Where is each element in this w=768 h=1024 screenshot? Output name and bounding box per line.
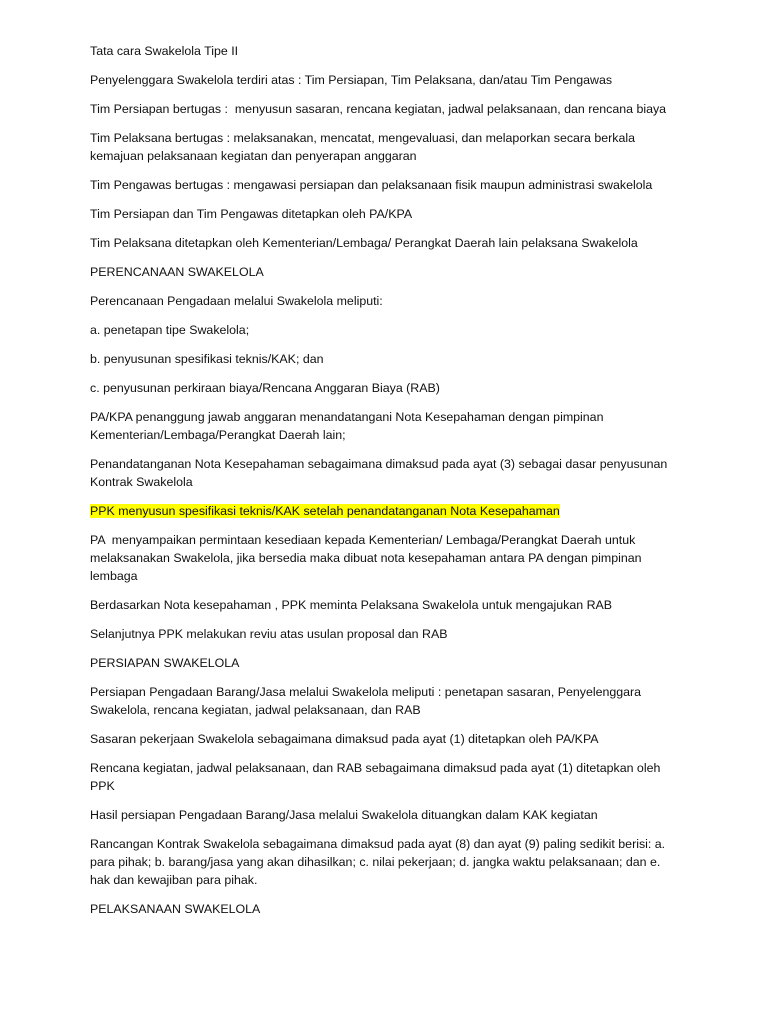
paragraph: Hasil persiapan Pengadaan Barang/Jasa melalui Swakelola dituangkan dalam KAK kegiatan (90, 808, 598, 822)
paragraph: Tim Persiapan bertugas : menyusun sasaran, rencana kegiatan, jadwal pelaksanaan, dan rencana biaya (90, 102, 667, 116)
paragraph: Selanjutnya PPK melakukan reviu atas usulan proposal dan RAB (90, 627, 448, 641)
list-item: b. penyusunan spesifikasi teknis/KAK; dan (90, 352, 324, 366)
paragraph: Persiapan Pengadaan Barang/Jasa melalui Swakelola meliputi : penetapan sasaran, Penyelenggara Swakelola, rencana kegiatan, jadwal pelaksanaan, dan RAB (90, 685, 642, 717)
paragraph: Tim Pengawas bertugas : mengawasi persiapan dan pelaksanaan fisik maupun administrasi swakelola (90, 178, 653, 192)
paragraph: Sasaran pekerjaan Swakelola sebagaimana dimaksud pada ayat (1) ditetapkan oleh PA/KPA (90, 732, 599, 746)
paragraph: Tim Pelaksana bertugas : melaksanakan, mencatat, mengevaluasi, dan melaporkan secara berkala kemajuan pelaksanaan kegiatan dan penyerapan anggaran (90, 131, 636, 163)
list-item: c. penyusunan perkiraan biaya/Rencana Anggaran Biaya (RAB) (90, 381, 440, 395)
paragraph: Perencanaan Pengadaan melalui Swakelola meliputi: (90, 294, 383, 308)
paragraph: Penyelenggara Swakelola terdiri atas : Tim Persiapan, Tim Pelaksana, dan/atau Tim Pengawas (90, 73, 613, 87)
highlighted-paragraph (90, 502, 728, 520)
section-heading-pelaksanaan: PELAKSANAAN SWAKELOLA (90, 902, 261, 916)
paragraph: Tim Persiapan dan Tim Pengawas ditetapkan oleh PA/KPA (90, 207, 413, 221)
paragraph: Tim Pelaksana ditetapkan oleh Kementerian/Lembaga/ Perangkat Daerah lain pelaksana Swakelola (90, 236, 638, 250)
section-heading-persiapan: PERSIAPAN SWAKELOLA (90, 656, 240, 670)
paragraph: PA/KPA penanggung jawab anggaran menandatangani Nota Kesepahaman dengan pimpinan Kementerian/Lembaga/Perangkat Daerah lain; (90, 410, 604, 442)
list-item: a. penetapan tipe Swakelola; (90, 323, 250, 337)
paragraph: PA menyampaikan permintaan kesediaan kepada Kementerian/ Lembaga/Perangkat Daerah untuk melaksanakan Swakelola, jika bersedia maka dibuat nota kesepahaman antara PA dengan pimpinan lembaga (90, 533, 642, 583)
section-heading-perencanaan: PERENCANAAN SWAKELOLA (90, 265, 264, 279)
paragraph: Penandatanganan Nota Kesepahaman sebagaimana dimaksud pada ayat (3) sebagai dasar penyusunan Kontrak Swakelola (90, 457, 668, 489)
paragraph: Rancangan Kontrak Swakelola sebagaimana dimaksud pada ayat (8) dan ayat (9) paling sedikit berisi: a. para pihak; b. barang/jasa yang akan dihasilkan; c. nilai pekerjaan; d. jangka waktu pelaksanaan; dan e. hak dan kewajiban para pihak. (90, 837, 666, 887)
paragraph: Berdasarkan Nota kesepahaman , PPK meminta Pelaksana Swakelola untuk mengajukan RAB (90, 598, 613, 612)
doc-title: Tata cara Swakelola Tipe II (90, 44, 239, 58)
highlighted-text: PPK menyusun spesifikasi teknis/KAK setelah penandatanganan Nota Kesepahaman (90, 504, 560, 518)
paragraph: Rencana kegiatan, jadwal pelaksanaan, dan RAB sebagaimana dimaksud pada ayat (1) ditetapkan oleh PPK (90, 761, 661, 793)
